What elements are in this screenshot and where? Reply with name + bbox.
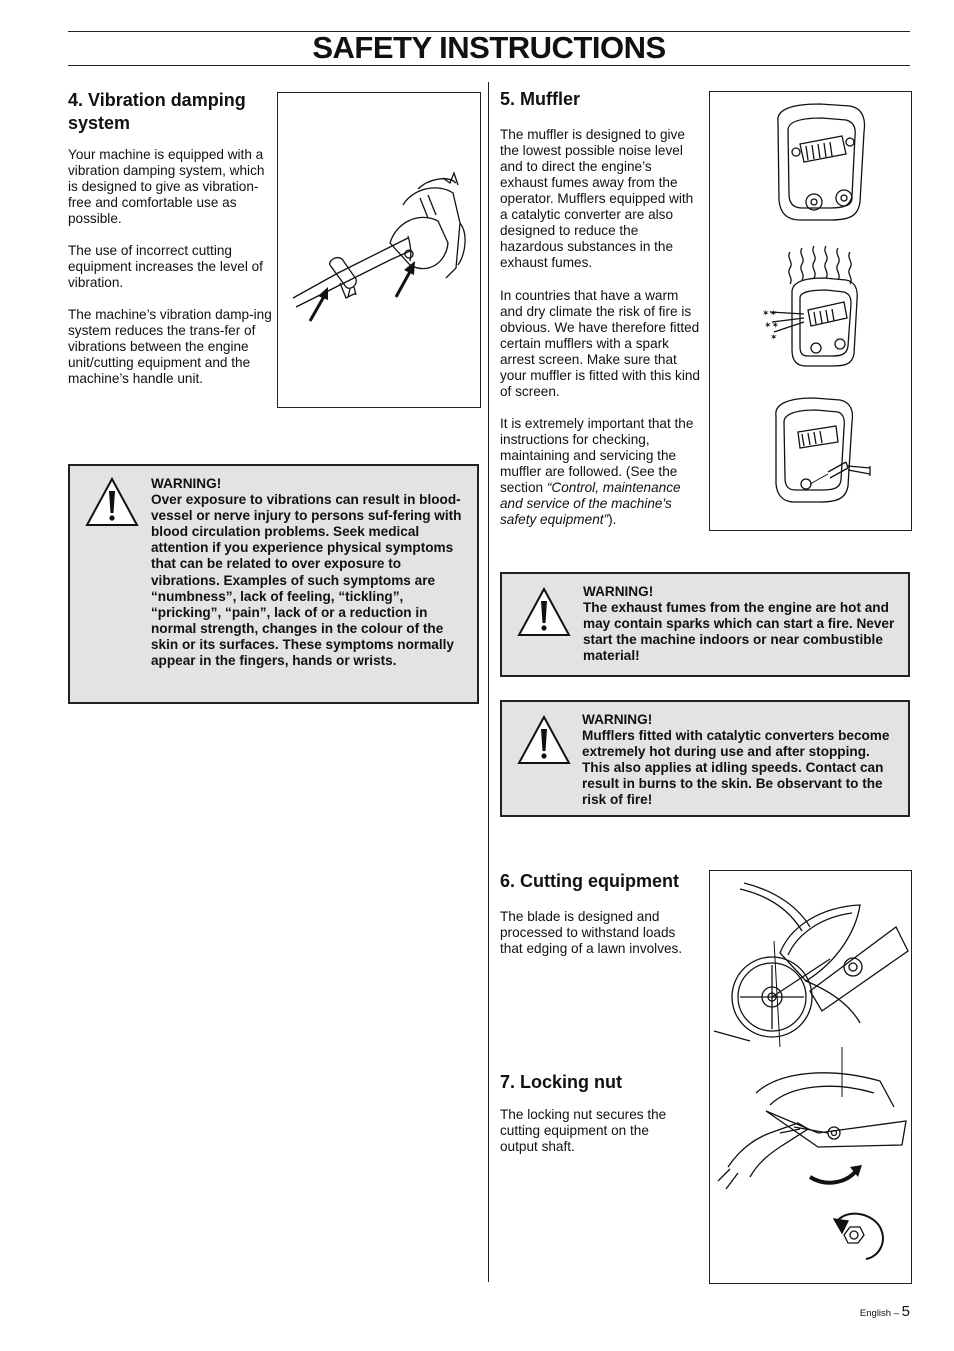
page-footer	[860, 1303, 910, 1320]
warning-triangle-icon	[516, 714, 572, 766]
section-4-heading: 4. Vibration damping system	[68, 90, 246, 133]
section-5-paragraph-1: The muffler is designed to give the lowest possible noise level and to direct the engine’s exhaust fumes away from the operator. Mufflers equipped with a catalytic converter are also designed to reduce the hazardous substances in the exhaust fumes.	[500, 127, 694, 270]
warning-triangle-icon	[516, 586, 572, 638]
catalytic-warning-body: Mufflers fitted with catalytic converters become extremely hot during use and after stopping. This also applies at idling speeds. Contact can result in burns to the skin. Be observant to the risk of fire!	[582, 728, 890, 808]
cutting-equipment-illustration	[709, 870, 912, 1284]
svg-text:✶✶: ✶✶	[762, 309, 778, 319]
muffler-drawings	[710, 92, 911, 530]
muffler-screw-icon	[776, 398, 870, 502]
section-4-paragraph-1: Your machine is equipped with a vibration damping system, which is designed to give as vibration-free and comfortable use as possible.	[68, 147, 265, 226]
section-5-heading: 5. Muffler	[500, 89, 581, 109]
vibration-arrow-left-icon	[310, 287, 328, 321]
section-5-paragraph-3-tail: ).	[608, 512, 617, 527]
section-6-heading: 6. Cutting equipment	[500, 871, 679, 891]
exhaust-warning-box	[500, 572, 910, 677]
section-4-paragraph-3: The machine’s vibration damp-ing system reduces the trans-fer of vibrations between the engine unit/cutting equipment and the machine’s handle unit.	[68, 307, 272, 386]
svg-text:✶✶: ✶✶	[764, 321, 780, 331]
catalytic-warning-box	[500, 700, 910, 817]
page-title: SAFETY INSTRUCTIONS	[312, 30, 666, 65]
catalytic-warning-label: WARNING!	[582, 712, 653, 727]
page-number: 5	[901, 1303, 910, 1320]
vibration-warning-text	[151, 476, 469, 669]
locking-nut-wrench-icon	[718, 1047, 906, 1189]
muffler-standard-icon	[778, 104, 865, 220]
section-5-crossref: “Control, maintenance and service of the machine's safety equipment”	[500, 480, 681, 527]
muffler-spark-screen-icon	[762, 246, 857, 366]
header-rule-bottom	[68, 65, 910, 66]
nut-counterclockwise-icon	[834, 1214, 883, 1259]
rotation-arrow-icon	[810, 1165, 862, 1183]
exhaust-warning-text	[583, 584, 899, 664]
column-divider	[488, 82, 489, 1282]
muffler-illustration	[709, 91, 912, 531]
vibration-warning-body: Over exposure to vibrations can result in blood-vessel or nerve injury to persons suf-fering with blood circulation problems. Seek medical attention if you experience physical symptoms that can be related to over exposure to vibrations. Examples of such symptoms are “numbness”, lack of feeling, “tickling”, “pricking”, “pain”, lack of or a reduction in normal strength, changes in the colour of the skin or its surfaces. These symptoms normally appear in the fingers, hands or wrists.	[151, 492, 462, 669]
section-5-paragraph-3	[500, 416, 700, 528]
warning-triangle-icon	[84, 476, 140, 528]
vibration-warning-box	[68, 464, 479, 704]
section-5-paragraph-2: In countries that have a warm and dry climate the risk of fire is obvious. We have therefore fitted certain mufflers with a spark arrest screen. Make sure that your muffler is fitted with this kind of screen.	[500, 288, 700, 399]
section-5-paragraph-3-lead: It is extremely important that the instructions for checking, maintaining and servicing the muffler are followed. (See the section	[500, 416, 694, 495]
edger-blade-drawings	[710, 871, 911, 1283]
vibration-arrow-right-icon	[396, 261, 415, 297]
section-7-paragraph: The locking nut secures the cutting equipment on the output shaft.	[500, 1107, 667, 1154]
edger-wheel-blade-icon	[714, 883, 908, 1047]
exhaust-warning-label: WARNING!	[583, 584, 654, 599]
footer-language: English –	[859, 1308, 900, 1319]
catalytic-warning-text	[582, 712, 900, 809]
vibration-warning-label: WARNING!	[151, 476, 222, 491]
section-7-heading: 7. Locking nut	[500, 1072, 623, 1092]
section-4-paragraph-2: The use of incorrect cutting equipment increases the level of vibration.	[68, 243, 263, 290]
section-6-paragraph: The blade is designed and processed to withstand loads that edging of a lawn involves.	[500, 909, 683, 956]
vibration-damping-illustration	[277, 92, 481, 408]
svg-text:✶: ✶	[770, 333, 778, 343]
trimmer-shaft-drawing	[278, 93, 480, 407]
exhaust-warning-body: The exhaust fumes from the engine are hot and may contain sparks which can start a fire. Never start the machine indoors or near combustible material!	[583, 600, 895, 664]
